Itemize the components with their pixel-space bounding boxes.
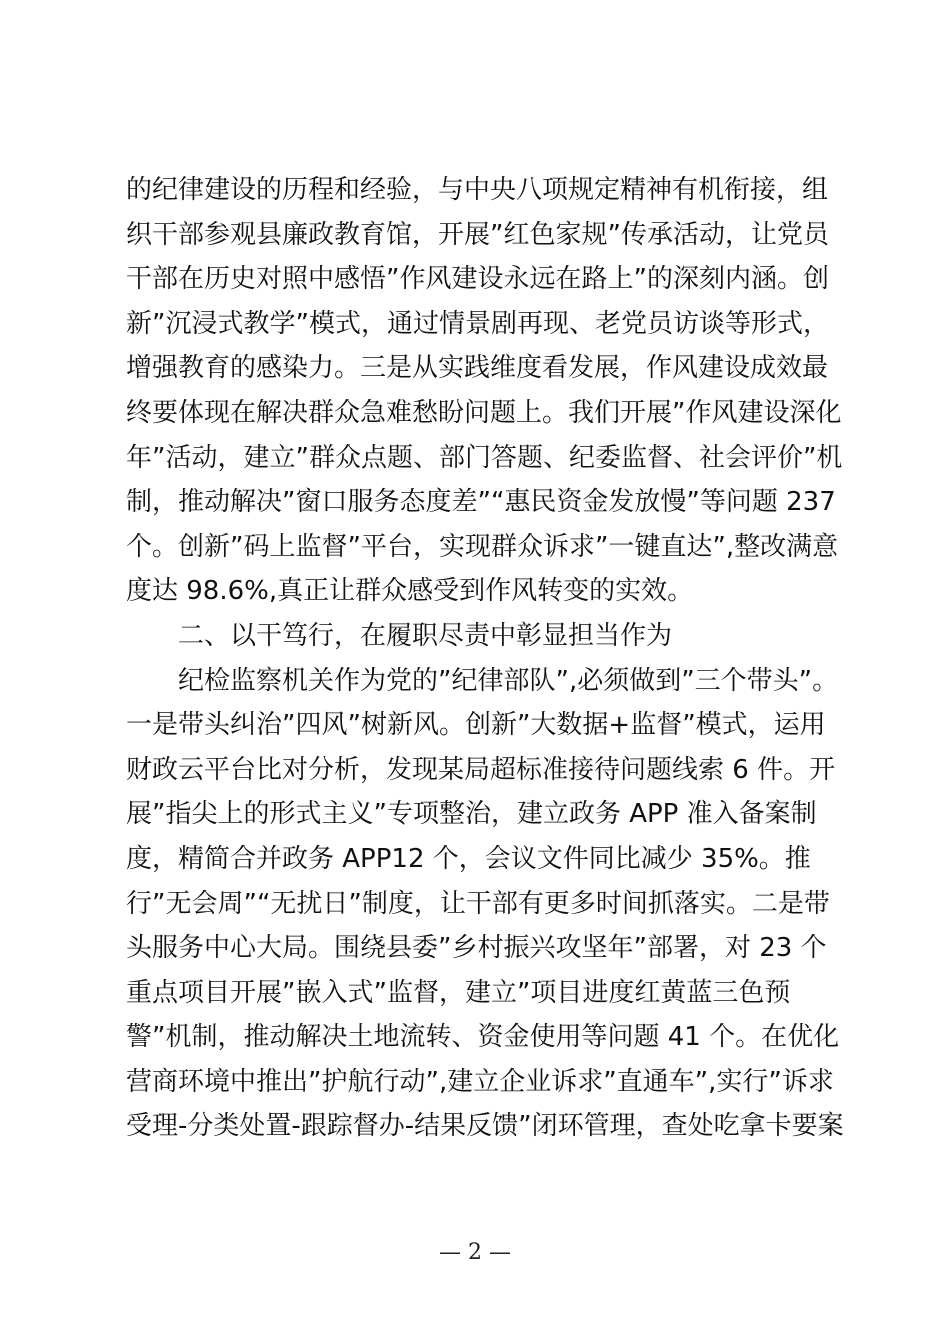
text-line: 新”沉浸式教学”模式，通过情景剧再现、老党员访谈等形式， [126,308,829,339]
text-line: 警”机制，推动解决土地流转、资金使用等问题 41 个。在优化 [126,1022,840,1053]
body-text [126,168,844,1149]
text-line: 终要体现在解决群众急难愁盼问题上。我们开展”作风建设深化 [126,397,842,428]
text-line: 个。创新”码上监督”平台，实现群众诉求”一键直达”,整改满意 [126,531,839,562]
text-line: 度达 98.6%,真正让群众感受到作风转变的实效。 [126,576,694,607]
text-line: 纪检监察机关作为党的”纪律部队”,必须做到”三个带头”。 [178,665,839,696]
text-line: 年”活动，建立”群众点题、部门答题、纪委监督、社会评价”机 [126,442,843,473]
text-line: 增强教育的感染力。三是从实践维度看发展，作风建设成效最 [126,353,829,384]
text-line: 展”指尖上的形式主义”专项整治，建立政务 APP 准入备案制 [126,799,817,830]
page-number: — 2 — [439,1240,511,1265]
text-line: 营商环境中推出”护航行动”,建立企业诉求”直通车”,实行”诉求 [126,1066,834,1097]
text-line: 受理-分类处置-跟踪督办-结果反馈”闭环管理，查处吃拿卡要案 [126,1111,844,1142]
text-line: 织干部参观县廉政教育馆，开展”红色家规”传承活动，让党员 [126,219,829,250]
text-line: 的纪律建设的历程和经验，与中央八项规定精神有机衔接，组 [126,175,829,205]
text-line: 一是带头纠治”四风”树新风。创新”大数据+监督”模式，运用 [126,710,826,741]
text-line: 制，推动解决”窗口服务态度差”“惠民资金发放慢”等问题 237 [126,487,836,518]
section-heading: 二、以干笃行，在履职尽责中彰显担当作为 [178,620,673,651]
text-line: 重点项目开展”嵌入式”监督，建立”项目进度红黄蓝三色预 [126,977,791,1008]
text-line: 干部在历史对照中感悟”作风建设永远在路上”的深刻内涵。创 [126,264,829,295]
text-line: 度，精简合并政务 APP12 个，会议文件同比减少 35%。推 [126,843,811,874]
text-line: 行”无会周”“无扰日”制度，让干部有更多时间抓落实。二是带 [126,888,830,919]
text-line: 头服务中心大局。围绕县委”乡村振兴攻坚年”部署，对 23 个 [126,933,827,964]
text-line: 财政云平台比对分析，发现某局超标准接待问题线索 6 件。开 [126,754,836,785]
